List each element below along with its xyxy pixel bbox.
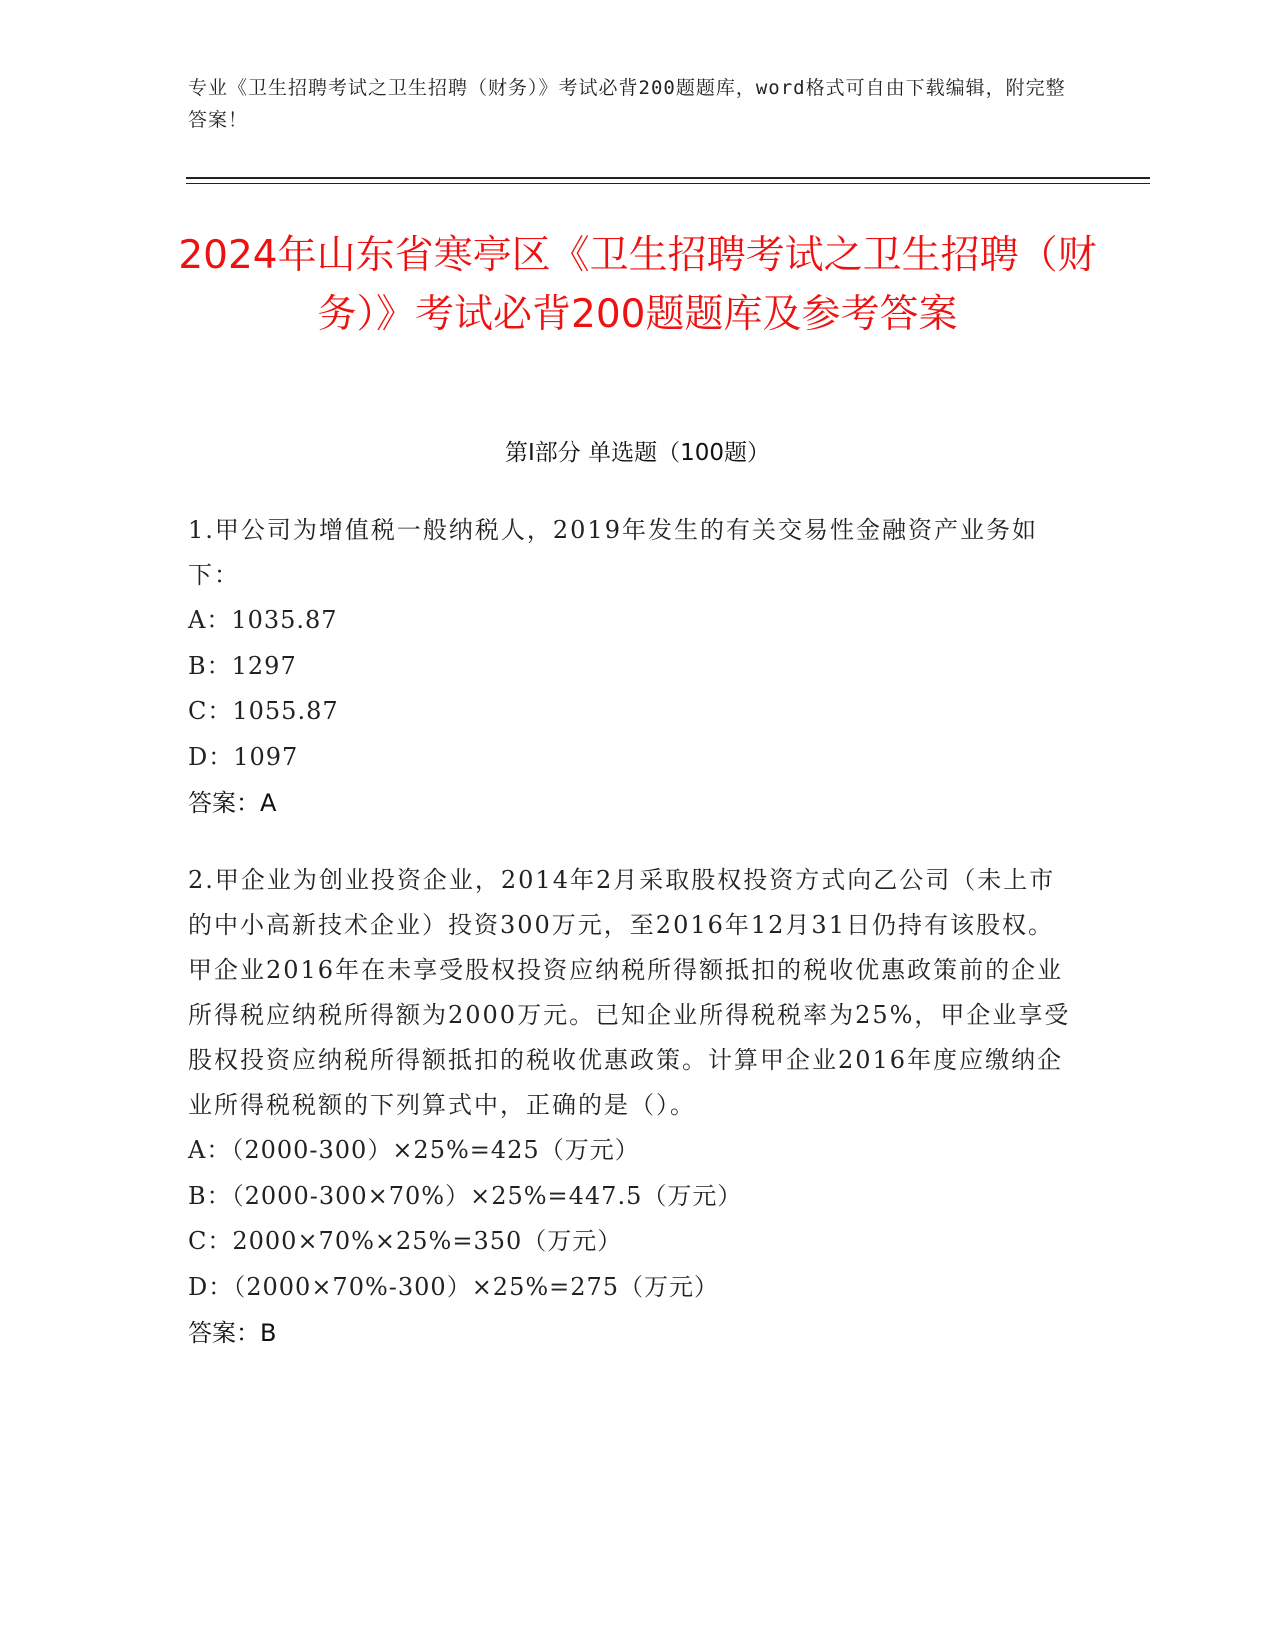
question-1-answer: 答案：A bbox=[188, 789, 277, 817]
header-divider-thin bbox=[186, 183, 1150, 184]
document-title: 2024年山东省寒亭区《卫生招聘考试之卫生招聘（财务）》考试必背200题题库及参考答案 bbox=[178, 233, 1097, 337]
question-2-option-d: D：（2000×70%-300）×25%=275（万元） bbox=[188, 1272, 720, 1301]
question-2-option-a: A：（2000-300）×25%=425（万元） bbox=[188, 1136, 640, 1164]
question-1 bbox=[188, 508, 1078, 826]
question-1-option-a: A：1035.87 bbox=[188, 606, 338, 634]
question-1-stem: 1.甲公司为增值税一般纳税人，2019年发生的有关交易性金融资产业务如下： bbox=[188, 516, 1038, 589]
section-title: 第I部分 单选题（100题） bbox=[505, 440, 770, 466]
question-1-option-d: D：1097 bbox=[188, 742, 299, 771]
question-2-option-b: B：（2000-300×70%）×25%=447.5（万元） bbox=[188, 1181, 743, 1210]
header-divider-thick bbox=[186, 177, 1150, 179]
question-2-answer: 答案：B bbox=[188, 1319, 277, 1347]
question-2 bbox=[188, 858, 1078, 1356]
header-note: 专业《卫生招聘考试之卫生招聘（财务）》考试必背200题题库，word格式可自由下载编辑，附完整答案！ bbox=[188, 77, 1066, 131]
question-1-option-b: B：1297 bbox=[188, 651, 297, 680]
question-1-option-c: C：1055.87 bbox=[188, 697, 339, 725]
question-2-stem: 2.甲企业为创业投资企业，2014年2月采取股权投资方式向乙公司（未上市的中小高新技术企业）投资300万元，至2016年12月31日仍持有该股权。甲企业2016年在未享受股权投资应纳税所得额抵扣的税收优惠政策前的企业所得税应纳税所得额为2000万元。已知企业所得税税率为25%，甲企业享受股权投资应纳税所得额抵扣的税收优惠政策。计算甲企业2016年度应缴纳企业所得税税额的下列算式中，正确的是（）。 bbox=[188, 866, 1071, 1119]
question-2-option-c: C：2000×70%×25%=350（万元） bbox=[188, 1227, 623, 1255]
